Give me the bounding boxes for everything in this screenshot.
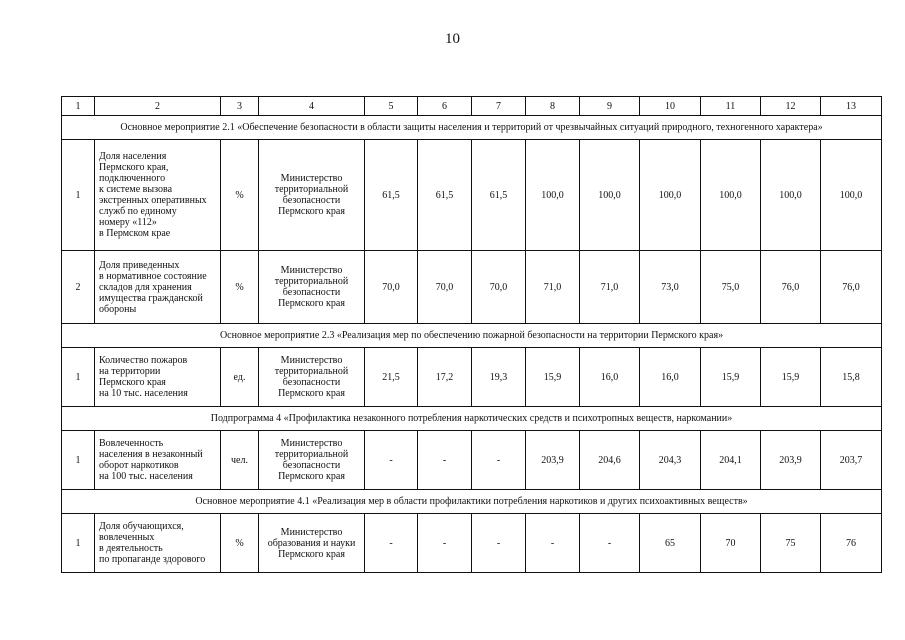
section-row	[62, 324, 882, 348]
value-cell: 61,5	[365, 140, 418, 251]
value-cell: 19,3	[472, 348, 526, 407]
section-title: Основное мероприятие 2.3 «Реализация мер по обеспечению пожарной безопасности на территории Пермского края»	[62, 324, 882, 348]
value-cell: -	[472, 514, 526, 573]
value-cell: 16,0	[640, 348, 701, 407]
value-cell: 70	[701, 514, 761, 573]
value-cell: 100,0	[821, 140, 882, 251]
value-cell: -	[418, 431, 472, 490]
table-row	[62, 348, 882, 407]
section-title: Основное мероприятие 2.1 «Обеспечение безопасности в области защиты населения и территорий от чрезвычайных ситуаций природного, техногенного характера»	[62, 116, 882, 140]
value-cell: 15,8	[821, 348, 882, 407]
header-cell: 10	[640, 97, 701, 116]
value-cell: 76	[821, 514, 882, 573]
section-title: Подпрограмма 4 «Профилактика незаконного потребления наркотических средств и психотропных веществ, наркомании»	[62, 407, 882, 431]
indicator-name: Доля населения Пермского края, подключенного к системе вызова экстренных оперативных служб по единому номеру «112» в Пермском крае	[95, 140, 221, 251]
header-cell: 7	[472, 97, 526, 116]
value-cell: 204,1	[701, 431, 761, 490]
header-cell: 13	[821, 97, 882, 116]
header-cell: 3	[221, 97, 259, 116]
row-number: 1	[62, 514, 95, 573]
unit: %	[221, 140, 259, 251]
value-cell: 61,5	[418, 140, 472, 251]
value-cell: 76,0	[761, 251, 821, 324]
value-cell: 100,0	[580, 140, 640, 251]
header-cell: 12	[761, 97, 821, 116]
value-cell: 16,0	[580, 348, 640, 407]
value-cell: 203,7	[821, 431, 882, 490]
value-cell: 75	[761, 514, 821, 573]
unit: %	[221, 251, 259, 324]
value-cell: 15,9	[701, 348, 761, 407]
value-cell: 203,9	[761, 431, 821, 490]
value-cell: -	[365, 514, 418, 573]
value-cell: 71,0	[580, 251, 640, 324]
section-title: Основное мероприятие 4.1 «Реализация мер в области профилактики потребления наркотиков и других психоактивных веществ»	[62, 490, 882, 514]
indicator-name: Количество пожаров на территории Пермского края на 10 тыс. населения	[95, 348, 221, 407]
value-cell: -	[365, 431, 418, 490]
header-cell: 5	[365, 97, 418, 116]
value-cell: 70,0	[418, 251, 472, 324]
value-cell: 15,9	[761, 348, 821, 407]
section-row	[62, 407, 882, 431]
header-cell: 8	[526, 97, 580, 116]
header-cell: 4	[259, 97, 365, 116]
executor: Министерство территориальной безопасности Пермского края	[259, 348, 365, 407]
section-row	[62, 116, 882, 140]
row-number: 1	[62, 140, 95, 251]
header-row	[62, 97, 882, 116]
row-number: 1	[62, 348, 95, 407]
value-cell: 15,9	[526, 348, 580, 407]
header-cell: 11	[701, 97, 761, 116]
value-cell: 70,0	[472, 251, 526, 324]
section-row	[62, 490, 882, 514]
row-number: 1	[62, 431, 95, 490]
executor: Министерство территориальной безопасности Пермского края	[259, 251, 365, 324]
value-cell: 100,0	[701, 140, 761, 251]
table-row	[62, 431, 882, 490]
executor: Министерство территориальной безопасности Пермского края	[259, 431, 365, 490]
value-cell: 71,0	[526, 251, 580, 324]
value-cell: 75,0	[701, 251, 761, 324]
value-cell: 203,9	[526, 431, 580, 490]
header-cell: 9	[580, 97, 640, 116]
value-cell: 65	[640, 514, 701, 573]
unit: %	[221, 514, 259, 573]
table-row	[62, 251, 882, 324]
value-cell: 17,2	[418, 348, 472, 407]
indicator-name: Доля приведенных в нормативное состояние складов для хранения имущества гражданской обороны	[95, 251, 221, 324]
value-cell: 204,3	[640, 431, 701, 490]
table-row	[62, 140, 882, 251]
value-cell: 100,0	[761, 140, 821, 251]
header-cell: 6	[418, 97, 472, 116]
executor: Министерство территориальной безопасности Пермского края	[259, 140, 365, 251]
value-cell: 204,6	[580, 431, 640, 490]
value-cell: -	[580, 514, 640, 573]
value-cell: -	[418, 514, 472, 573]
value-cell: 73,0	[640, 251, 701, 324]
indicator-name: Вовлеченность населения в незаконный оборот наркотиков на 100 тыс. населения	[95, 431, 221, 490]
value-cell: -	[526, 514, 580, 573]
value-cell: -	[472, 431, 526, 490]
header-cell: 2	[95, 97, 221, 116]
unit: ед.	[221, 348, 259, 407]
row-number: 2	[62, 251, 95, 324]
page-number: 10	[445, 31, 460, 47]
value-cell: 61,5	[472, 140, 526, 251]
value-cell: 76,0	[821, 251, 882, 324]
value-cell: 70,0	[365, 251, 418, 324]
indicator-name: Доля обучающихся, вовлеченных в деятельность по пропаганде здорового	[95, 514, 221, 573]
table-row	[62, 514, 882, 573]
value-cell: 100,0	[526, 140, 580, 251]
indicators-table	[61, 96, 882, 573]
header-cell: 1	[62, 97, 95, 116]
executor: Министерство образования и науки Пермского края	[259, 514, 365, 573]
unit: чел.	[221, 431, 259, 490]
value-cell: 100,0	[640, 140, 701, 251]
value-cell: 21,5	[365, 348, 418, 407]
